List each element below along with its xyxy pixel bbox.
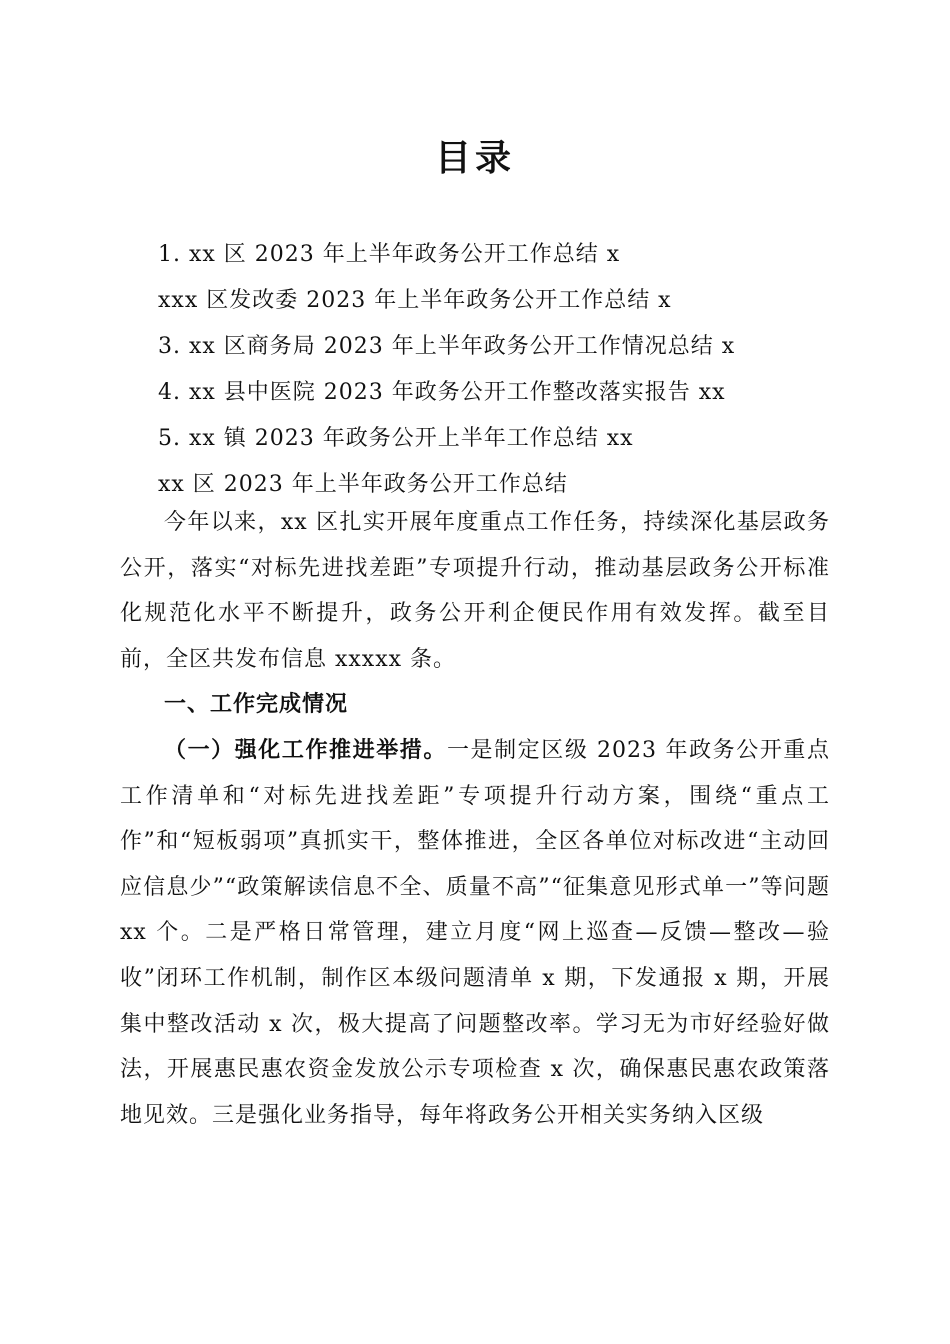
paragraph-body: 一是制定区级 2023 年政务公开重点工作清单和“对标先进找差距”专项提升行动方案，围绕“重点工作”和“短板弱项”真抓实干，整体推进，全区各单位对标改进“主动回应信息少”“政策解读信息不全、质量不高”“征集意见形式单一”等问题 xx 个。二是严格日常管理，建立月度“网上巡查—反馈—整改—验收”闭环工作机制，制作区本级问题清单 x 期，下发通报 x 期，开展集中整改活动 x 次，极大提高了问题整改率。学习无为市好经验好做法，开展惠民惠农资金发放公示专项检查 x 次，确保惠民惠农政策落地见效。三是强化业务指导，每年将政务公开相关实务纳入区级: [120, 737, 830, 1128]
document-body: [120, 500, 830, 1138]
paragraph-lead: （一）强化工作推进举措。: [164, 737, 447, 763]
table-of-contents: [158, 232, 838, 508]
toc-item[interactable]: xx 区 2023 年上半年政务公开工作总结: [158, 472, 568, 497]
page-title: 目录: [434, 137, 515, 179]
toc-item[interactable]: 1. xx 区 2023 年上半年政务公开工作总结 x: [158, 242, 621, 267]
toc-item[interactable]: 4. xx 县中医院 2023 年政务公开工作整改落实报告 xx: [158, 380, 726, 405]
intro-paragraph: 今年以来，xx 区扎实开展年度重点工作任务，持续深化基层政务公开，落实“对标先进找差距”专项提升行动，推动基层政务公开标准化规范化水平不断提升，政务公开利企便民作用有效发挥。截至目前，全区共发布信息 xxxxx 条。: [120, 510, 830, 672]
section-heading: 一、工作完成情况: [164, 692, 349, 718]
toc-item[interactable]: xxx 区发改委 2023 年上半年政务公开工作总结 x: [158, 288, 672, 313]
toc-item[interactable]: 5. xx 镇 2023 年政务公开上半年工作总结 xx: [158, 426, 634, 451]
toc-item[interactable]: 3. xx 区商务局 2023 年上半年政务公开工作情况总结 x: [158, 334, 736, 359]
section-paragraph: [120, 728, 830, 1138]
